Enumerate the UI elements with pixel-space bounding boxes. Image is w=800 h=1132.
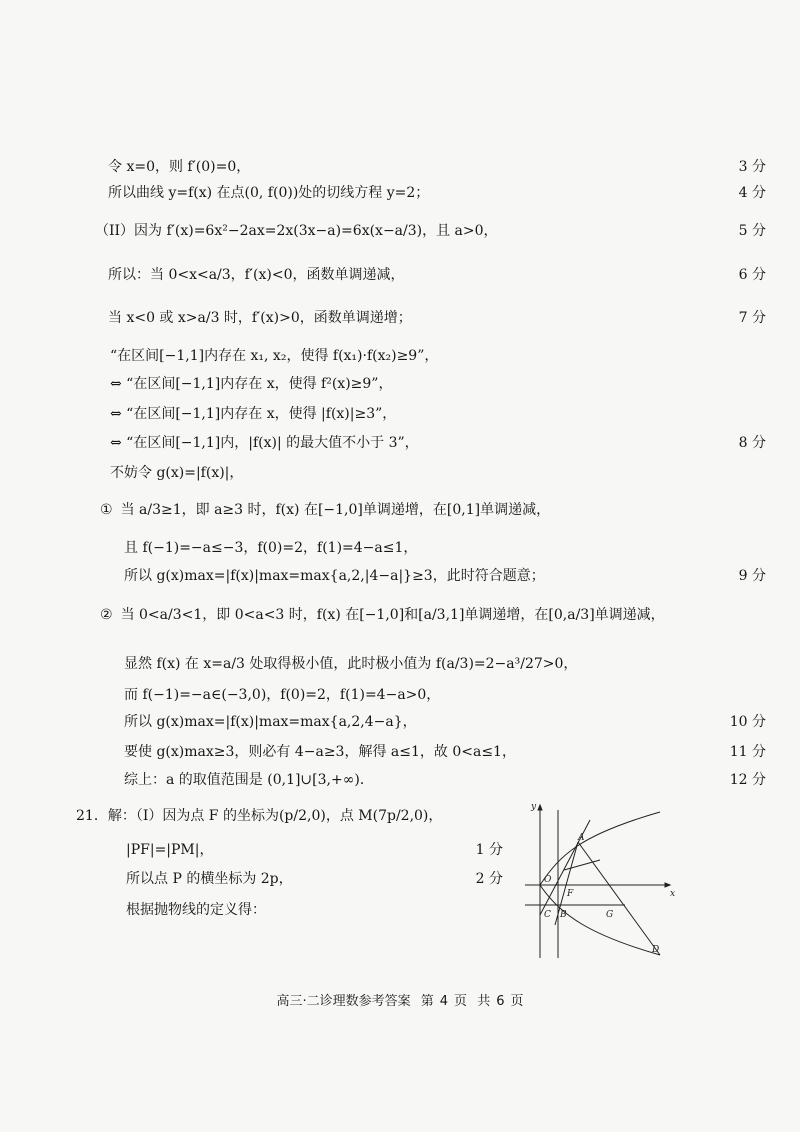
label-o: O [544,875,552,885]
solution-line-8: ⇔ “在区间[−1,1]内存在 x，使得 |f(x)|≥3”， [110,406,397,422]
solution-line-16: 而 f(−1)=−a∈(−3,0)，f(0)=2，f(1)=4−a>0， [124,687,441,703]
solution-line-19: 综上：a 的取值范围是 (0,1]∪[3,+∞)． 12 分 [124,772,766,788]
dot-leader [256,157,735,177]
dot-leader [504,221,736,241]
score: 6 分 [738,267,766,283]
score: 2 分 [475,871,503,887]
solution-line-9: ⇔ “在区间[−1,1]内，|f(x)| 的最大值不小于 3”， 8 分 [110,435,766,451]
dot-leader [418,308,736,328]
label-y: y [531,802,537,812]
score: 7 分 [738,310,766,326]
score: 5 分 [738,223,766,239]
dot-leader [435,183,735,203]
score: 1 分 [475,842,503,858]
label-c: C [544,910,551,920]
solution-line-23: 根据抛物线的定义得： [126,902,266,918]
solution-line-10: 不妨令 g(x)=|f(x)|， [110,465,244,481]
dot-leader [411,265,736,285]
score: 12 分 [729,772,766,788]
case-2-marker: ② [100,607,113,623]
page-unit: 页 [454,994,468,1009]
score: 10 分 [729,714,766,730]
question-21-heading: 21．解：（I）因为点 F 的坐标为(p/2,0)，点 M(7p/2,0)， [76,808,443,824]
solution-line-17: 所以 g(x)max=|f(x)|max=max{a,2,4−a}， 10 分 [124,714,766,730]
solution-line-6: “在区间[−1,1]内存在 x₁, x₂，使得 f(x₁)·f(x₂)≥9”， [110,348,439,364]
solution-line-4: 所以：当 0<x<a/3，f′(x)<0，函数单调递减， 6 分 [108,267,766,283]
score: 11 分 [729,744,766,760]
page-footer [0,990,800,1009]
solution-line-13: 所以 g(x)max=|f(x)|max=max{a,2,|4−a|}≥3，此时符合题意； 9 分 [124,568,766,584]
line-ad [578,842,660,955]
label-x: x [670,889,676,899]
dot-leader [551,566,736,586]
score: 8 分 [738,435,766,451]
footer-title: 高三·二诊理数参考答案 [276,994,411,1009]
x-axis-arrow [665,883,670,887]
solution-line-22: 所以点 P 的横坐标为 2p， 2 分 [126,871,503,887]
score: 4 分 [738,185,766,201]
solution-line-18: 要使 g(x)max≥3，则必有 4−a≥3，解得 a≤1，故 0<a≤1， 11 分 [124,744,766,760]
solution-line-21: |PF|=|PM|， 1 分 [126,842,503,858]
total-unit: 页 [510,994,524,1009]
page-number: 4 [439,994,449,1009]
solution-line-12: 且 f(−1)=−a≤−3，f(0)=2，f(1)=4−a≤1， [124,540,418,556]
solution-line-7: ⇔ “在区间[−1,1]内存在 x，使得 f²(x)≥9”， [110,376,393,392]
score: 3 分 [738,159,766,175]
y-axis-arrow [538,805,542,810]
dot-leader [220,840,473,860]
dot-leader [425,433,736,453]
solution-line-5: 当 x<0 或 x>a/3 时，f′(x)>0，函数单调递增； 7 分 [108,310,766,326]
case-1-line: ① 当 a/3≥1，即 a≥3 时，f(x) 在[−1,0]单调递增，在[0,1]单调递减， [100,502,551,518]
solution-line-2: 所以曲线 y=f(x) 在点(0, f(0))处的切线方程 y=2； 4 分 [108,185,766,201]
solution-line-15: 显然 f(x) 在 x=a/3 处取得极小值，此时极小值为 f(a/3)=2−a³/27>0， [124,656,578,672]
label-f: F [567,889,574,899]
case-2-line: ② 当 0<a/3<1，即 0<a<3 时，f(x) 在[−1,0]和[a/3,1]单调递增，在[0,a/3]单调递减， [100,607,665,623]
case-1-marker: ① [100,502,113,518]
total-pages: 6 [496,994,505,1009]
total-prefix: 共 [477,994,491,1009]
label-a: A [578,833,585,843]
solution-line-3: （II）因为 f′(x)=6x²−2ax=2x(3x−a)=6x(x−a/3)，且 a>0， 5 分 [95,223,766,239]
label-b: B [560,910,567,920]
page-prefix: 第 [420,994,434,1009]
dot-leader [522,742,727,762]
solution-line-1: 令 x=0，则 f′(0)=0， 3 分 [108,159,766,175]
label-g: G [606,910,614,920]
dot-leader [423,712,727,732]
parabola-figure [520,800,680,960]
score: 9 分 [738,568,766,584]
label-d: D [652,945,660,955]
dot-leader [380,770,727,790]
dot-leader [299,869,473,889]
